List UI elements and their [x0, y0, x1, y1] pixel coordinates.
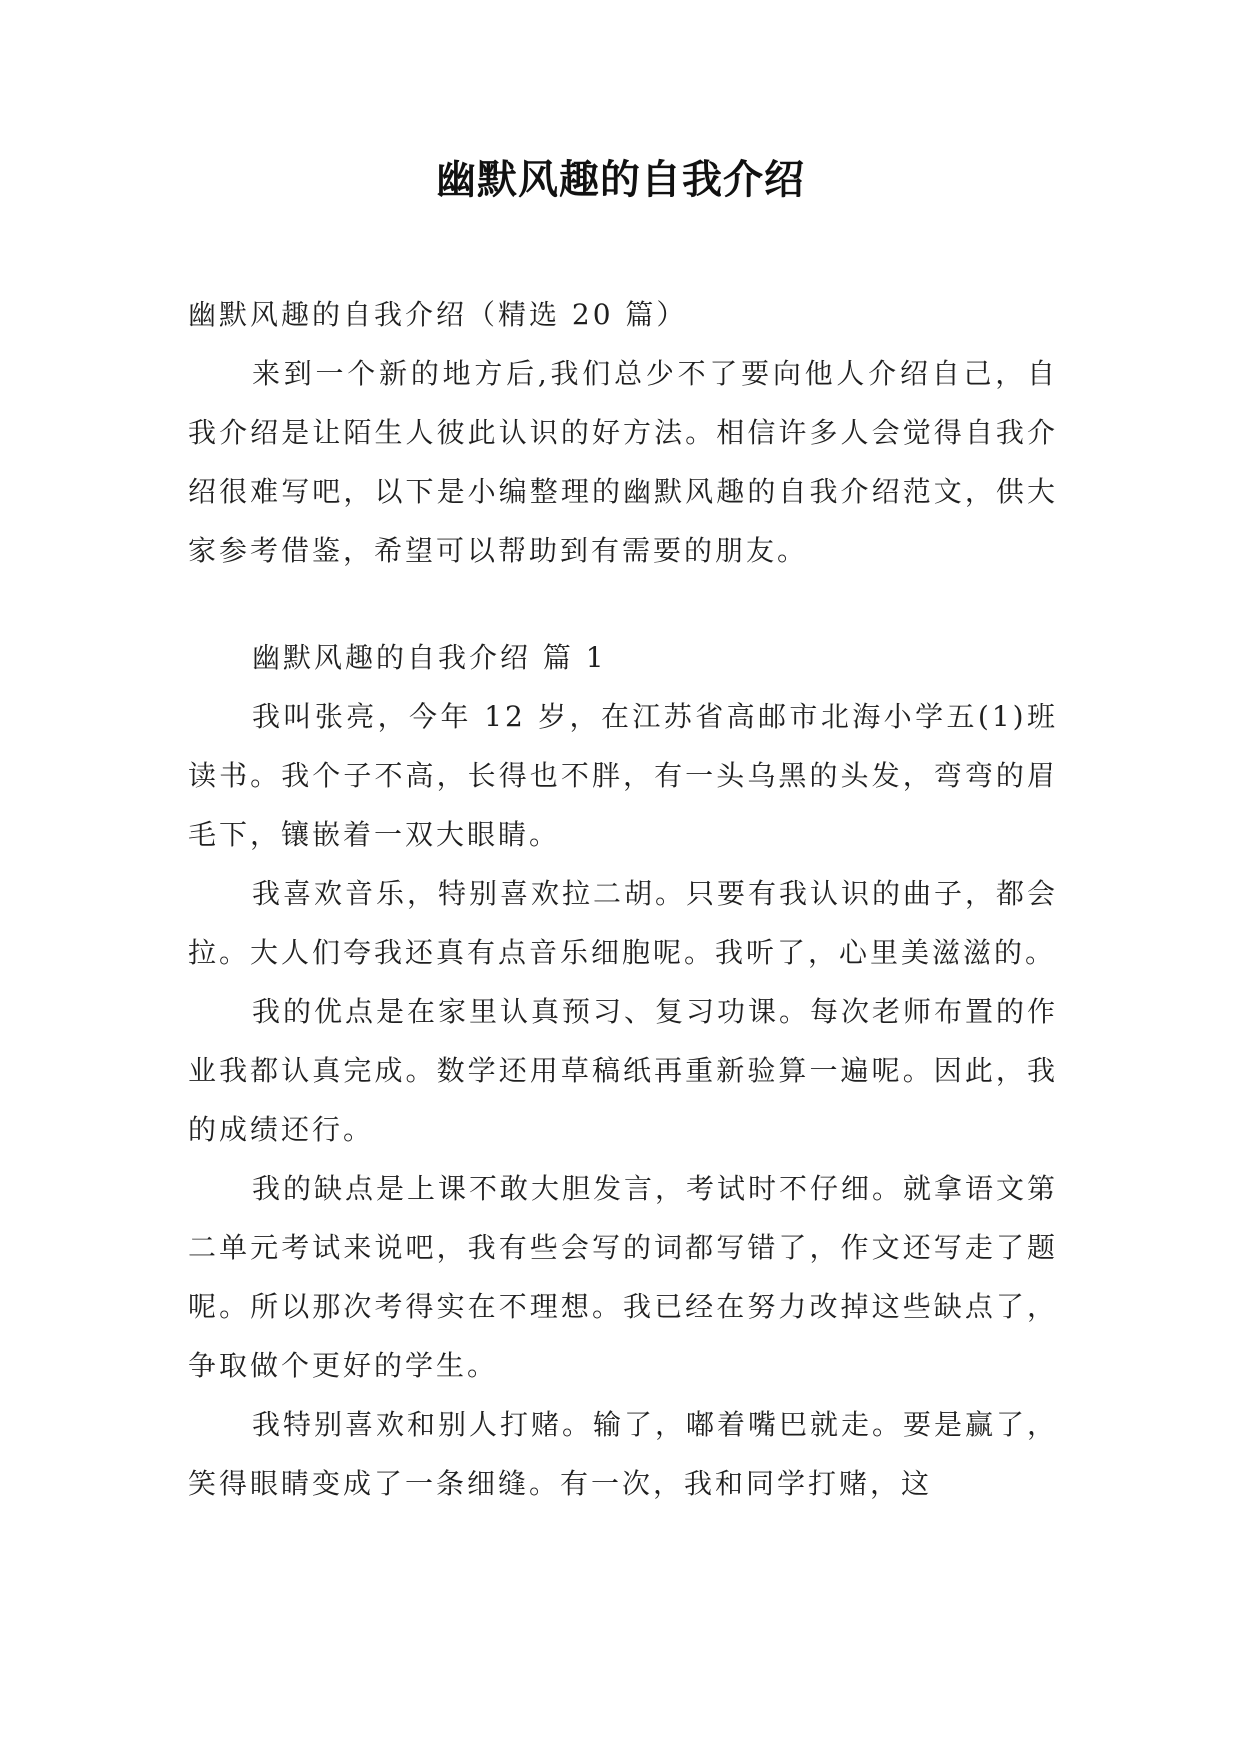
document-body	[188, 285, 1058, 1513]
body-paragraph: 我特别喜欢和别人打赌。输了，嘟着嘴巴就走。要是赢了，笑得眼睛变成了一条细缝。有一次，我和同学打赌，这	[188, 1408, 1059, 1500]
body-paragraph: 我喜欢音乐，特别喜欢拉二胡。只要有我认识的曲子，都会拉。大人们夸我还真有点音乐细胞呢。我听了，心里美滋滋的。	[188, 877, 1059, 969]
document-subtitle: 幽默风趣的自我介绍（精选 20 篇）	[188, 298, 688, 331]
document-title: 幽默风趣的自我介绍	[436, 157, 805, 203]
intro-paragraph: 来到一个新的地方后,我们总少不了要向他人介绍自己，自我介绍是让陌生人彼此认识的好方法。相信许多人会觉得自我介绍很难写吧，以下是小编整理的幽默风趣的自我介绍范文，供大家参考借鉴，希望可以帮助到有需要的朋友。	[188, 357, 1058, 567]
body-paragraph: 我的缺点是上课不敢大胆发言，考试时不仔细。就拿语文第二单元考试来说吧，我有些会写的词都写错了，作文还写走了题呢。所以那次考得实在不理想。我已经在努力改掉这些缺点了，争取做个更好的学生。	[188, 1172, 1059, 1382]
body-paragraph: 我的优点是在家里认真预习、复习功课。每次老师布置的作业我都认真完成。数学还用草稿纸再重新验算一遍呢。因此，我的成绩还行。	[188, 995, 1059, 1146]
section-heading: 幽默风趣的自我介绍 篇 1	[252, 641, 607, 674]
body-paragraph: 我叫张亮，今年 12 岁，在江苏省高邮市北海小学五(1)班读书。我个子不高，长得也不胖，有一头乌黑的头发，弯弯的眉毛下，镶嵌着一双大眼睛。	[188, 700, 1058, 851]
